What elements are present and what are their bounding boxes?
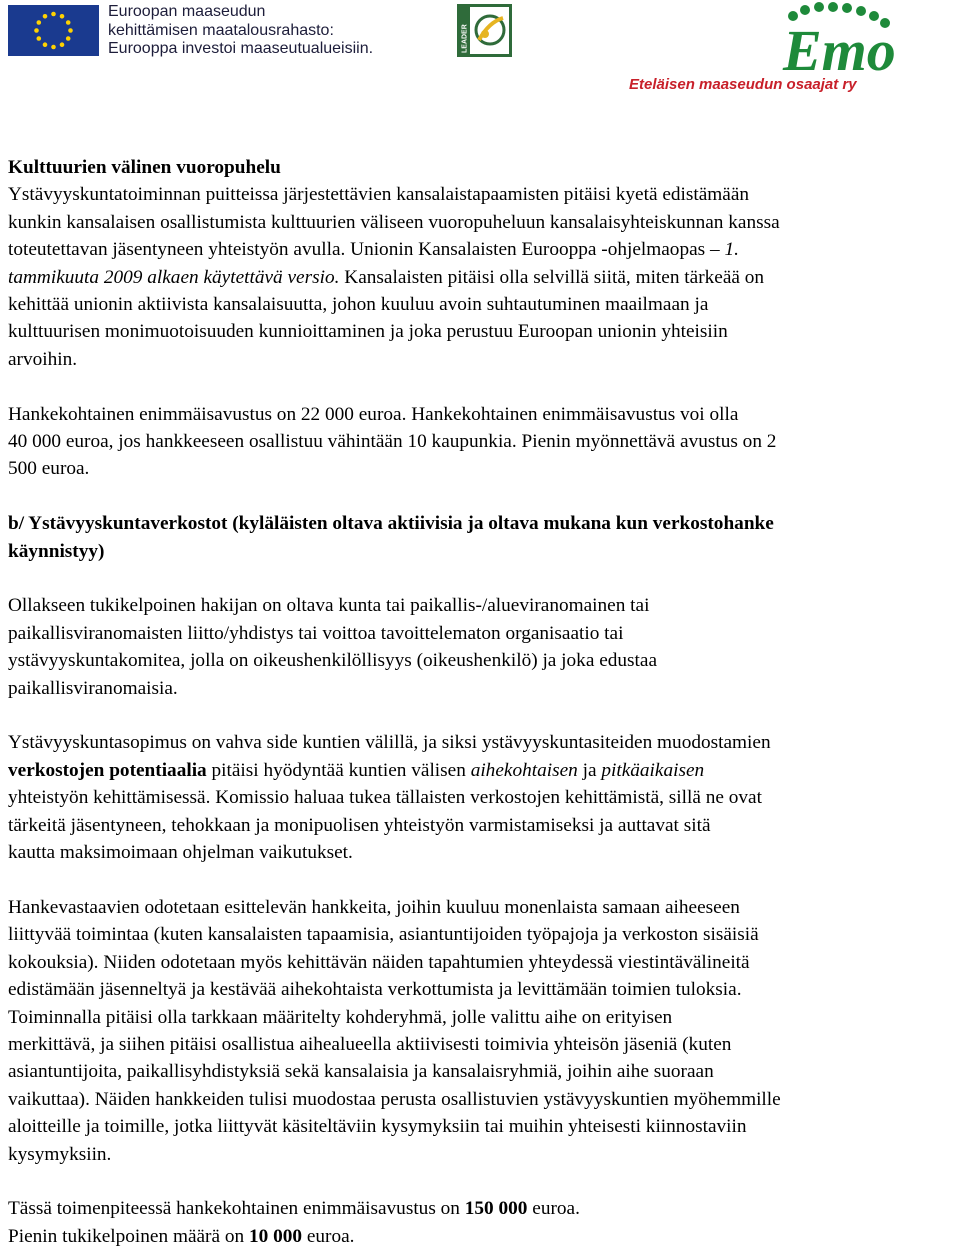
paragraph-line: merkittävä, ja siihen pitäisi osallistua aihealueella aktiivisesti toimivia yhteisön jäseniä (kuten <box>8 1033 732 1055</box>
paragraph-line: tammikuuta 2009 alkaen käytettävä versio. Kansalaisten pitäisi olla selvillä siitä, miten tärkeää on <box>8 266 765 288</box>
paragraph-line: 40 000 euroa, jos hankkeeseen osallistuu vähintään 10 kaupunkia. Pienin myönnettävä avustus on 2 <box>8 431 777 453</box>
document-body <box>8 154 960 1250</box>
paragraph-line: kokouksia). Niiden odotetaan myös kehittävän näiden tapahtumien yhteydessä viestintävälineitä <box>8 951 750 973</box>
section-heading: käynnistyy) <box>8 540 105 562</box>
paragraph-line: ystävyyskuntakomitea, jolla on oikeushenkilöllisyys (oikeushenkilö) ja joka edustaa <box>8 650 658 672</box>
paragraph-line: Hankevastaavien odotetaan esittelevän hankkeita, joihin kuuluu monenlaista samaan aiheeseen <box>8 896 740 918</box>
eu-fund-line: Euroopan maaseudun <box>108 3 266 20</box>
page-header <box>0 0 960 110</box>
eu-fund-line: Eurooppa investoi maaseutualueisiin. <box>108 40 374 57</box>
emo-tagline: Eteläisen maaseudun osaajat ry <box>629 76 857 93</box>
paragraph-line: vaikuttaa). Näiden hankkeiden tulisi muodostaa perusta osallistuvien ystävyyskuntien myöhemmille <box>8 1088 781 1110</box>
eu-fund-caption <box>108 3 373 59</box>
paragraph-line: Pienin tukikelpoinen määrä on 10 000 euroa. <box>8 1225 355 1247</box>
paragraph-line: Hankekohtainen enimmäisavustus on 22 000 euroa. Hankekohtainen enimmäisavustus voi olla <box>8 403 739 425</box>
paragraph-line: kulttuurisen monimuotoisuuden kunnioittaminen ja joka perustuu Euroopan unionin yhteisiin <box>8 321 728 343</box>
paragraph-line: aloitteille ja toimille, jotka liittyvät käsiteltäviin kysymyksiin tai muihin yhteisesti kiinnostaviin <box>8 1116 747 1138</box>
paragraph-line: paikallisviranomaisten liitto/yhdistys tai voittoa tavoittelematon organisaatio tai <box>8 622 624 644</box>
paragraph-line: paikallisviranomaisia. <box>8 677 178 699</box>
eu-flag-icon <box>8 5 99 56</box>
leader-logo-icon <box>457 4 512 57</box>
paragraph-line: Ystävyyskuntatoiminnan puitteissa järjestettävien kansalaistapaamisten pitäisi kyetä edistämään <box>8 184 750 206</box>
emo-logo-text: Emo <box>783 18 896 80</box>
paragraph-line: asiantuntijoita, paikallisyhdistyksiä sekä kansalaisia ja kansalaisryhmiä, joihin aihe suoraan <box>8 1061 714 1083</box>
paragraph-line: kehittää unionin aktiivista kansalaisuutta, johon kuuluu avoin suhtautuminen maailmaan ja <box>8 294 709 316</box>
paragraph-line: Toiminnalla pitäisi olla tarkkaan määritelty kohderyhmä, jolle valittu aihe on erityisen <box>8 1006 673 1028</box>
paragraph-line: yhteistyön kehittämisessä. Komissio haluaa tukea tällaisten verkostojen kehittämistä, sillä ne ovat <box>8 787 762 809</box>
section-heading: b/ Ystävyyskuntaverkostot (kyläläisten oltava aktiivisia ja oltava mukana kun verkostohanke <box>8 513 774 535</box>
paragraph-line: Ystävyyskuntasopimus on vahva side kuntien välillä, ja siksi ystävyyskuntasiteiden muodostamien <box>8 732 771 754</box>
paragraph-line: Ollakseen tukikelpoinen hakijan on oltava kunta tai paikallis-/alueviranomainen tai <box>8 595 650 617</box>
paragraph-line: edistämään jäsenneltyä ja kestävää aihekohtaista verkottumista ja levittämään toimien tuloksia. <box>8 979 742 1001</box>
paragraph-line: kautta maksimoimaan ohjelman vaikutukset. <box>8 842 353 864</box>
paragraph-line: verkostojen potentiaalia pitäisi hyödyntää kuntien välisen aihekohtaisen ja pitkäaikaisen <box>8 759 705 781</box>
paragraph-line: 500 euroa. <box>8 458 90 480</box>
paragraph-line: arvoihin. <box>8 348 78 370</box>
paragraph-line: Tässä toimenpiteessä hankekohtainen enimmäisavustus on 150 000 euroa. <box>8 1198 580 1220</box>
paragraph-line: kunkin kansalaisen osallistumista kulttuurien väliseen vuoropuheluun kansalaisyhteiskunnan kanssa <box>8 211 780 233</box>
eu-fund-line: kehittämisen maatalousrahasto: <box>108 21 334 39</box>
paragraph-line: tärkeitä jäsentyneen, tehokkaan ja monipuolisen yhteistyön varmistamiseksi ja auttavat sitä <box>8 814 711 836</box>
leader-label: LEADER <box>461 24 469 53</box>
emo-logo-icon <box>775 2 905 80</box>
paragraph-line: liittyvää toimintaa (kuten kansalaisten tapaamisia, asiantuntijoiden työpajoja ja verkoston sisäisiä <box>8 924 759 946</box>
paragraph-line: toteutettavan jäsentyneen yhteistyön avulla. Unionin Kansalaisten Eurooppa -ohjelmaopas – 1. <box>8 239 739 261</box>
paragraph-line: kysymyksiin. <box>8 1143 112 1165</box>
section-heading: Kulttuurien välinen vuoropuhelu <box>8 157 281 178</box>
